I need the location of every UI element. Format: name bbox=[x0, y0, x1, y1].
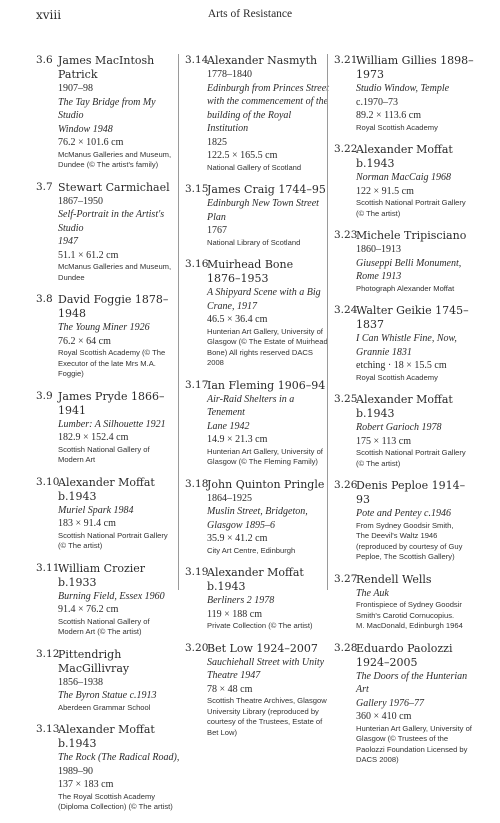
detail-line: 14.9 × 21.3 cm bbox=[207, 434, 268, 445]
artist-name: James Pryde 1866–1941 bbox=[58, 389, 165, 417]
credit-line: Glasgow (© The Fleming Family) bbox=[207, 457, 318, 466]
artwork-title: Lumber: A Silhouette 1921 bbox=[58, 418, 166, 430]
credit-line: University Library (reproduced by bbox=[207, 706, 319, 716]
credit-line: Scottish Theatre Archives, Glasgow bbox=[207, 696, 327, 705]
detail-line: 1825 bbox=[207, 136, 227, 148]
credit-line: City Art Centre, Edinburgh bbox=[207, 545, 296, 555]
credit-line: Paolozzi Foundation Licensed by bbox=[356, 744, 468, 754]
artist-name: Stewart Carmichael bbox=[58, 180, 170, 194]
artwork-title: Pote and Pentey c.1946 bbox=[356, 508, 451, 519]
credit-line: Dundee (© The artist's family) bbox=[58, 160, 159, 169]
credit-line: (Diploma Collection) (© The artist) bbox=[58, 802, 173, 811]
caption-entry bbox=[36, 476, 181, 552]
figure-number: 3.22 bbox=[334, 143, 358, 155]
detail-line: 1856–1938 bbox=[58, 676, 103, 688]
artist-name: Ian Fleming 1906–94 bbox=[207, 378, 326, 392]
artwork-title: Berliners 2 1978 bbox=[207, 595, 275, 606]
credit-line: Scottish National Gallery of bbox=[58, 616, 150, 626]
caption-entry bbox=[334, 479, 479, 563]
artwork-title: building of the Royal Institution bbox=[207, 109, 292, 134]
caption-entry bbox=[334, 573, 479, 632]
figure-number: 3.25 bbox=[334, 393, 358, 405]
credit-line: Peploe, The Scottish Gallery) bbox=[356, 552, 455, 561]
artwork-title: The Auk bbox=[356, 587, 389, 599]
caption-entry bbox=[334, 304, 479, 383]
detail-line: c.1970–73 bbox=[356, 96, 398, 108]
artist-name: David Foggie 1878–1948 bbox=[58, 293, 169, 320]
artist-name: Alexander Nasmyth bbox=[207, 54, 318, 67]
credit-line: Scottish National Portrait Gallery bbox=[356, 448, 466, 457]
credit-line: Modern Art bbox=[58, 455, 96, 464]
credit-line: M. MacDonald, Edinburgh 1964 bbox=[356, 621, 463, 630]
caption-entry bbox=[36, 293, 181, 380]
detail-line: 78 × 48 cm bbox=[207, 683, 253, 695]
caption-entry bbox=[185, 642, 330, 739]
caption-entry bbox=[36, 181, 181, 284]
artwork-title: Air-Raid Shelters in a Tenement bbox=[207, 393, 295, 418]
caption-entry bbox=[36, 390, 181, 466]
credit-line: Frontispiece of Sydney Goodsir bbox=[356, 600, 462, 609]
credit-line: Hunterian Art Gallery, University of bbox=[207, 326, 323, 336]
caption-entry bbox=[185, 478, 330, 557]
credit-line: Royal Scottish Academy bbox=[356, 122, 438, 132]
artist-name: Eduardo Paolozzi 1924–2005 bbox=[356, 641, 453, 669]
figure-number: 3.28 bbox=[334, 641, 358, 654]
figure-number: 3.18 bbox=[185, 477, 209, 490]
detail-line: 1767 bbox=[207, 225, 227, 236]
figure-number: 3.16 bbox=[185, 258, 209, 270]
artwork-title: A Shipyard Scene with a Big bbox=[207, 287, 321, 298]
credit-line: National Gallery of Scotland bbox=[207, 162, 302, 172]
figure-number: 3.14 bbox=[185, 54, 209, 66]
artist-name: William Gillies 1898–1973 bbox=[356, 54, 474, 81]
detail-line: 119 × 188 cm bbox=[207, 608, 262, 620]
credit-line: Executor of the late Mrs M.A. Foggie) bbox=[58, 358, 156, 378]
artwork-title: Norman MacCaig 1968 bbox=[356, 172, 451, 183]
artwork-title: Theatre 1947 bbox=[207, 670, 261, 681]
artwork-title: Burning Field, Essex 1960 bbox=[58, 590, 165, 602]
detail-line: 1778–1840 bbox=[207, 69, 252, 80]
artist-name: Muirhead Bone 1876–1953 bbox=[207, 258, 294, 285]
credit-line: Royal Scottish Academy bbox=[356, 372, 438, 382]
credit-line: Hunterian Art Gallery, University of bbox=[356, 723, 472, 733]
detail-line: 1864–1925 bbox=[207, 492, 252, 504]
credit-line: Glasgow (© The Estate of Muirhead bbox=[207, 337, 328, 346]
caption-entry bbox=[185, 379, 330, 468]
artwork-title: Muslin Street, Bridgeton, bbox=[207, 506, 308, 517]
artwork-title: Window 1948 bbox=[58, 123, 113, 135]
caption-entry bbox=[334, 393, 479, 469]
credit-line: McManus Galleries and Museum, bbox=[58, 149, 172, 159]
detail-line: 183 × 91.4 cm bbox=[58, 518, 116, 529]
detail-line: 76.2 × 64 cm bbox=[58, 335, 111, 347]
credit-line: Smith's Carotid Cornucopius. bbox=[356, 610, 455, 620]
page-number: xviii bbox=[36, 8, 62, 22]
artist-name: Alexander Moffat b.1943 bbox=[356, 393, 453, 420]
artwork-title: The Doors of the Hunterian Art bbox=[356, 670, 468, 695]
credit-line: Bone) All rights reserved DACS bbox=[207, 347, 313, 357]
artist-name: Alexander Moffat b.1943 bbox=[58, 723, 155, 750]
caption-entry bbox=[36, 723, 181, 813]
figure-number: 3.6 bbox=[36, 54, 53, 66]
caption-entry bbox=[185, 183, 330, 248]
figure-number: 3.11 bbox=[36, 561, 60, 574]
credit-line: (© The artist) bbox=[58, 541, 103, 550]
artwork-title: The Tay Bridge from My Studio bbox=[58, 96, 156, 121]
column-1 bbox=[36, 54, 181, 823]
detail-line: 1989–90 bbox=[58, 765, 93, 777]
credit-line: Scottish National Portrait Gallery bbox=[356, 198, 466, 207]
credit-line: The Deevil's Waltz 1946 bbox=[356, 531, 438, 540]
figure-number: 3.15 bbox=[185, 183, 209, 195]
caption-entry bbox=[36, 54, 181, 171]
credit-line: (reproduced by courtesy of Guy bbox=[356, 541, 463, 551]
figure-number: 3.8 bbox=[36, 293, 53, 305]
caption-entry bbox=[334, 642, 479, 766]
artist-name: James MacIntosh Patrick bbox=[58, 54, 155, 81]
caption-entry bbox=[334, 229, 479, 294]
credit-line: Modern Art (© The artist) bbox=[58, 627, 142, 636]
figure-number: 3.12 bbox=[36, 647, 60, 660]
credit-line: Bet Low) bbox=[207, 727, 237, 737]
artwork-title: Glasgow 1895–6 bbox=[207, 519, 276, 531]
detail-line: 122.5 × 165.5 cm bbox=[207, 150, 278, 161]
credit-line: Hunterian Art Gallery, University of bbox=[207, 446, 323, 456]
credit-line: Scottish National Gallery of bbox=[58, 444, 150, 454]
figure-number: 3.27 bbox=[334, 572, 358, 585]
figure-number: 3.9 bbox=[36, 389, 53, 402]
artist-name: James Craig 1744–95 bbox=[207, 183, 326, 196]
caption-entry bbox=[185, 54, 330, 173]
artist-name: Bet Low 1924–2007 bbox=[207, 641, 318, 655]
credit-line: McManus Galleries and Museum, bbox=[58, 262, 172, 271]
artist-name: Alexander Moffat b.1943 bbox=[356, 143, 453, 170]
detail-line: 35.9 × 41.2 cm bbox=[207, 533, 268, 544]
caption-entry bbox=[185, 566, 330, 632]
artist-name: William Crozier b.1933 bbox=[58, 561, 146, 589]
credit-line: Glasgow (© Trustees of the bbox=[356, 734, 449, 743]
credit-line: From Sydney Goodsir Smith, bbox=[356, 520, 454, 530]
credit-line: Aberdeen Grammar School bbox=[58, 702, 151, 712]
caption-entry bbox=[334, 54, 479, 133]
caption-entry bbox=[185, 258, 330, 369]
artist-name: Pittendrigh MacGillivray bbox=[58, 647, 130, 675]
artwork-title: Muriel Spark 1984 bbox=[58, 504, 134, 516]
figure-number: 3.20 bbox=[185, 641, 209, 654]
caption-entry bbox=[36, 562, 181, 638]
detail-line: 122 × 91.5 cm bbox=[356, 185, 414, 197]
credit-line: National Library of Scotland bbox=[207, 237, 301, 247]
credit-line: Photograph Alexander Moffat bbox=[356, 283, 455, 293]
figure-number: 3.23 bbox=[334, 229, 358, 241]
artwork-title: Crane, 1917 bbox=[207, 300, 257, 312]
artist-name: John Quinton Pringle bbox=[207, 477, 325, 491]
artwork-title: Lane 1942 bbox=[207, 420, 250, 432]
detail-line: 137 × 183 cm bbox=[58, 779, 114, 790]
artwork-title: I Can Whistle Fine, Now, bbox=[356, 333, 457, 344]
detail-line: 182.9 × 152.4 cm bbox=[58, 432, 129, 443]
detail-line: 1907–98 bbox=[58, 83, 93, 94]
artwork-title: Sauchiehall Street with Unity bbox=[207, 656, 325, 668]
column-3 bbox=[334, 54, 479, 776]
credit-line: (© The artist) bbox=[356, 208, 401, 218]
credit-line: 2008 bbox=[207, 358, 224, 367]
detail-line: 91.4 × 76.2 cm bbox=[58, 604, 119, 615]
detail-line: 175 × 113 cm bbox=[356, 435, 411, 447]
caption-entry bbox=[36, 648, 181, 714]
artist-name: Alexander Moffat b.1943 bbox=[58, 475, 155, 503]
artwork-title: The Byron Statue c.1913 bbox=[58, 690, 157, 701]
artwork-title: 1947 bbox=[58, 236, 78, 247]
artist-name: Walter Geikie 1745–1837 bbox=[356, 304, 469, 331]
artist-name: Rendell Wells bbox=[356, 572, 432, 586]
credit-line: Dundee bbox=[58, 272, 85, 282]
detail-line: 51.1 × 61.2 cm bbox=[58, 249, 119, 261]
artwork-title: The Young Miner 1926 bbox=[58, 322, 150, 333]
artwork-title: Self-Portrait in the Artist's Studio bbox=[58, 209, 165, 234]
artwork-title: Rome 1913 bbox=[356, 271, 402, 282]
credit-line: Private Collection (© The artist) bbox=[207, 621, 313, 630]
figure-number: 3.13 bbox=[36, 723, 60, 735]
detail-line: etching · 18 × 15.5 cm bbox=[356, 360, 447, 371]
artwork-title: Edinburgh from Princes Street bbox=[207, 82, 329, 94]
artwork-title: The Rock (The Radical Road), bbox=[58, 752, 180, 763]
artist-name: Michele Tripisciano bbox=[356, 229, 467, 242]
detail-line: 1867–1950 bbox=[58, 195, 103, 207]
figure-number: 3.17 bbox=[185, 378, 209, 391]
figure-number: 3.26 bbox=[334, 479, 358, 491]
artwork-title: Robert Garioch 1978 bbox=[356, 422, 442, 433]
detail-line: 360 × 410 cm bbox=[356, 711, 412, 722]
column-2 bbox=[185, 54, 330, 748]
figure-number: 3.21 bbox=[334, 54, 358, 66]
figure-number: 3.19 bbox=[185, 566, 209, 578]
detail-line: 76.2 × 101.6 cm bbox=[58, 137, 124, 148]
running-title: Arts of Resistance bbox=[207, 8, 293, 20]
figure-number: 3.10 bbox=[36, 475, 60, 488]
artwork-title: Giuseppi Belli Monument, bbox=[356, 257, 462, 269]
detail-line: 1860–1913 bbox=[356, 244, 401, 255]
artwork-title: Grannie 1831 bbox=[356, 346, 412, 358]
artwork-title: with the commencement of the bbox=[207, 96, 329, 107]
artwork-title: Gallery 1976–77 bbox=[356, 697, 425, 709]
artist-name: Denis Peploe 1914–93 bbox=[356, 479, 466, 506]
detail-line: 89.2 × 113.6 cm bbox=[356, 110, 421, 121]
artwork-title: Studio Window, Temple bbox=[356, 83, 450, 94]
caption-entry bbox=[334, 143, 479, 219]
credit-line: Scottish National Portrait Gallery bbox=[58, 530, 168, 540]
figure-number: 3.7 bbox=[36, 180, 53, 193]
credit-line: courtesy of the Trustees, Estate of bbox=[207, 717, 323, 726]
credit-line: The Royal Scottish Academy bbox=[58, 791, 156, 801]
credit-line: Royal Scottish Academy (© The bbox=[58, 348, 166, 357]
artwork-title: Edinburgh New Town Street Plan bbox=[207, 198, 319, 223]
credit-line: DACS 2008) bbox=[356, 755, 399, 764]
artist-name: Alexander Moffat b.1943 bbox=[207, 566, 304, 593]
credit-line: (© The artist) bbox=[356, 458, 401, 468]
detail-line: 46.5 × 36.4 cm bbox=[207, 314, 268, 325]
figure-number: 3.24 bbox=[334, 304, 358, 316]
